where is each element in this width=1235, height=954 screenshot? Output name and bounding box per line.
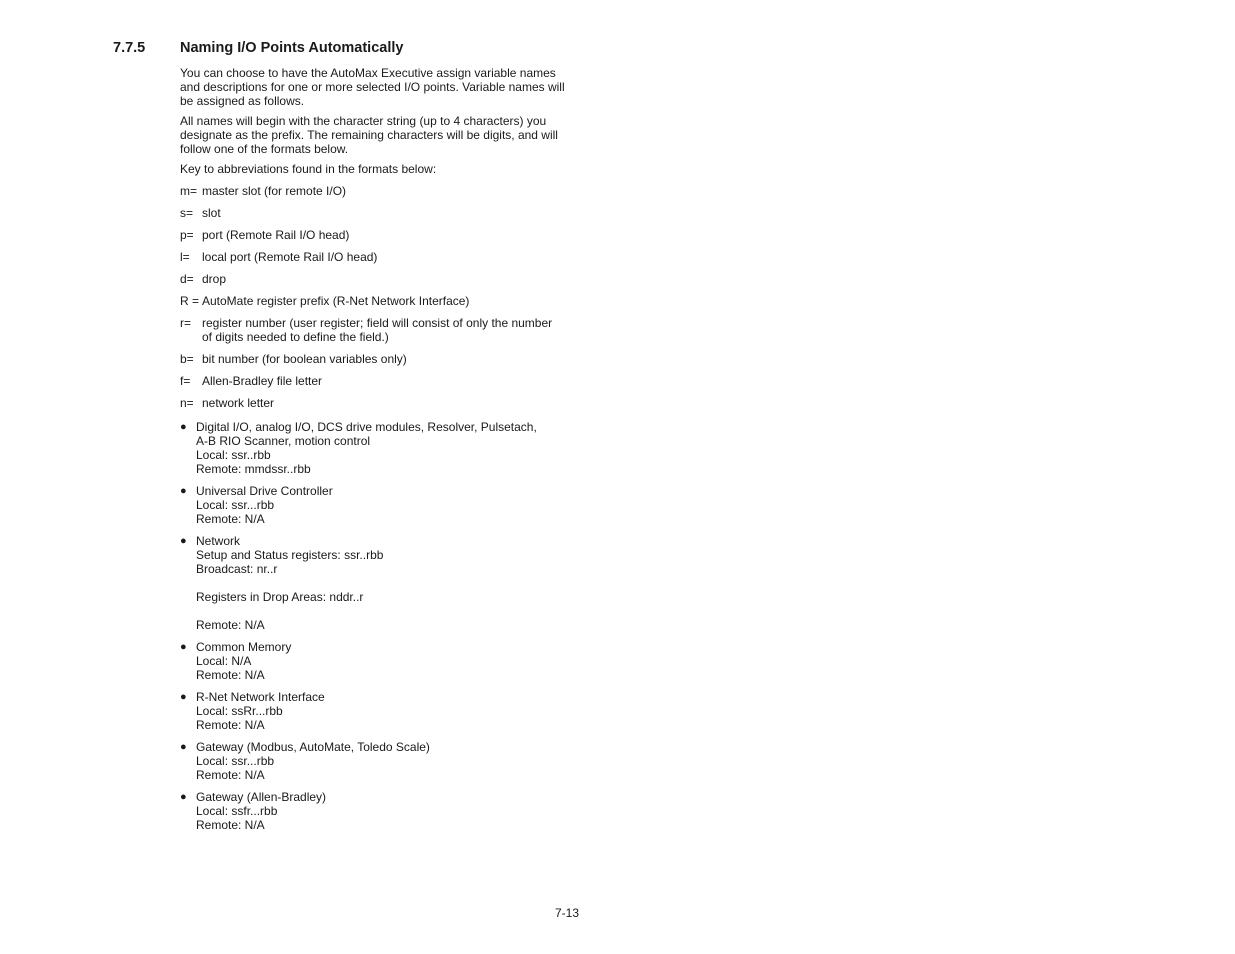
key-label: R = bbox=[180, 294, 200, 308]
bullet-dot-icon: ● bbox=[180, 741, 187, 753]
key-description: drop bbox=[202, 272, 227, 286]
bullet-line: A-B RIO Scanner, motion control bbox=[196, 434, 371, 448]
bullet-line: Remote: N/A bbox=[196, 668, 265, 682]
section-title: Naming I/O Points Automatically bbox=[180, 40, 404, 56]
section-body bbox=[180, 66, 570, 840]
bullet-spacer bbox=[196, 576, 570, 590]
bullet-line: Local: ssRr...rbb bbox=[196, 704, 283, 718]
key-description: slot bbox=[202, 206, 221, 220]
key-description: AutoMate register prefix (R-Net Network Interface) bbox=[202, 294, 470, 308]
bullet-dot-icon: ● bbox=[180, 485, 187, 497]
key-label: p= bbox=[180, 228, 194, 242]
key-label: m= bbox=[180, 184, 198, 198]
bullet-line: Broadcast: nr..r bbox=[196, 562, 278, 576]
key-item bbox=[180, 272, 570, 286]
format-bullet-item bbox=[180, 484, 570, 526]
key-label: b= bbox=[180, 352, 194, 366]
key-label: s= bbox=[180, 206, 194, 220]
bullet-line: Remote: mmdssr..rbb bbox=[196, 462, 311, 476]
page-number: 7-13 bbox=[555, 906, 580, 920]
section-number: 7.7.5 bbox=[113, 40, 146, 56]
abbreviation-key-list bbox=[180, 184, 570, 410]
bullet-line: Local: ssr..rbb bbox=[196, 448, 271, 462]
bullet-line: Remote: N/A bbox=[196, 512, 265, 526]
bullet-dot-icon: ● bbox=[180, 791, 187, 803]
bullet-line: Common Memory bbox=[196, 640, 292, 654]
bullet-dot-icon: ● bbox=[180, 641, 187, 653]
key-label: d= bbox=[180, 272, 194, 286]
bullet-line: Local: ssfr...rbb bbox=[196, 804, 278, 818]
format-bullet-item bbox=[180, 640, 570, 682]
key-description: master slot (for remote I/O) bbox=[202, 184, 347, 198]
key-item bbox=[180, 228, 570, 242]
key-label: l= bbox=[180, 250, 190, 264]
prefix-paragraph: All names will begin with the character string (up to 4 characters) you designate as the prefix. The remaining characters will be digits, and will follow one of the formats below. bbox=[180, 114, 558, 156]
bullet-line: Remote: N/A bbox=[196, 818, 265, 832]
key-item bbox=[180, 374, 570, 388]
format-bullet-item bbox=[180, 690, 570, 732]
bullet-dot-icon: ● bbox=[180, 421, 187, 433]
key-description: network letter bbox=[202, 396, 275, 410]
key-label: r= bbox=[180, 316, 192, 330]
bullet-line: Universal Drive Controller bbox=[196, 484, 333, 498]
bullet-line: Remote: N/A bbox=[196, 718, 265, 732]
format-bullet-item bbox=[180, 790, 570, 832]
key-description: bit number (for boolean variables only) bbox=[202, 352, 407, 366]
bullet-line: Remote: N/A bbox=[196, 768, 265, 782]
key-description: local port (Remote Rail I/O head) bbox=[202, 250, 378, 264]
format-bullet-list bbox=[180, 420, 570, 832]
key-description: Allen-Bradley file letter bbox=[202, 374, 323, 388]
bullet-line: Local: ssr...rbb bbox=[196, 754, 275, 768]
bullet-dot-icon: ● bbox=[180, 691, 187, 703]
format-bullet-item bbox=[180, 534, 570, 632]
bullet-spacer bbox=[196, 604, 570, 618]
key-intro-paragraph: Key to abbreviations found in the formats below: bbox=[180, 162, 437, 176]
intro-paragraph: You can choose to have the AutoMax Executive assign variable names and descriptions for one or more selected I/O points. Variable names will be assigned as follows. bbox=[180, 66, 565, 108]
bullet-line: Local: N/A bbox=[196, 654, 252, 668]
bullet-line: Local: ssr...rbb bbox=[196, 498, 275, 512]
bullet-line: Gateway (Allen-Bradley) bbox=[196, 790, 327, 804]
key-label: f= bbox=[180, 374, 191, 388]
key-item bbox=[180, 396, 570, 410]
key-item bbox=[180, 316, 570, 344]
bullet-line: Digital I/O, analog I/O, DCS drive modules, Resolver, Pulsetach, bbox=[196, 420, 537, 434]
bullet-line: Network bbox=[196, 534, 241, 548]
bullet-line: Setup and Status registers: ssr..rbb bbox=[196, 548, 384, 562]
bullet-line: Registers in Drop Areas: nddr..r bbox=[196, 590, 364, 604]
bullet-line: R-Net Network Interface bbox=[196, 690, 325, 704]
key-description: port (Remote Rail I/O head) bbox=[202, 228, 350, 242]
bullet-line: Remote: N/A bbox=[196, 618, 265, 632]
bullet-line: Gateway (Modbus, AutoMate, Toledo Scale) bbox=[196, 740, 430, 754]
bullet-dot-icon: ● bbox=[180, 535, 187, 547]
key-item bbox=[180, 250, 570, 264]
format-bullet-item bbox=[180, 420, 570, 476]
key-item bbox=[180, 184, 570, 198]
key-label: n= bbox=[180, 396, 194, 410]
key-item bbox=[180, 206, 570, 220]
key-description: register number (user register; field will consist of only the number of digits needed to define the field.) bbox=[202, 316, 553, 344]
key-item bbox=[180, 294, 570, 308]
format-bullet-item bbox=[180, 740, 570, 782]
key-item bbox=[180, 352, 570, 366]
